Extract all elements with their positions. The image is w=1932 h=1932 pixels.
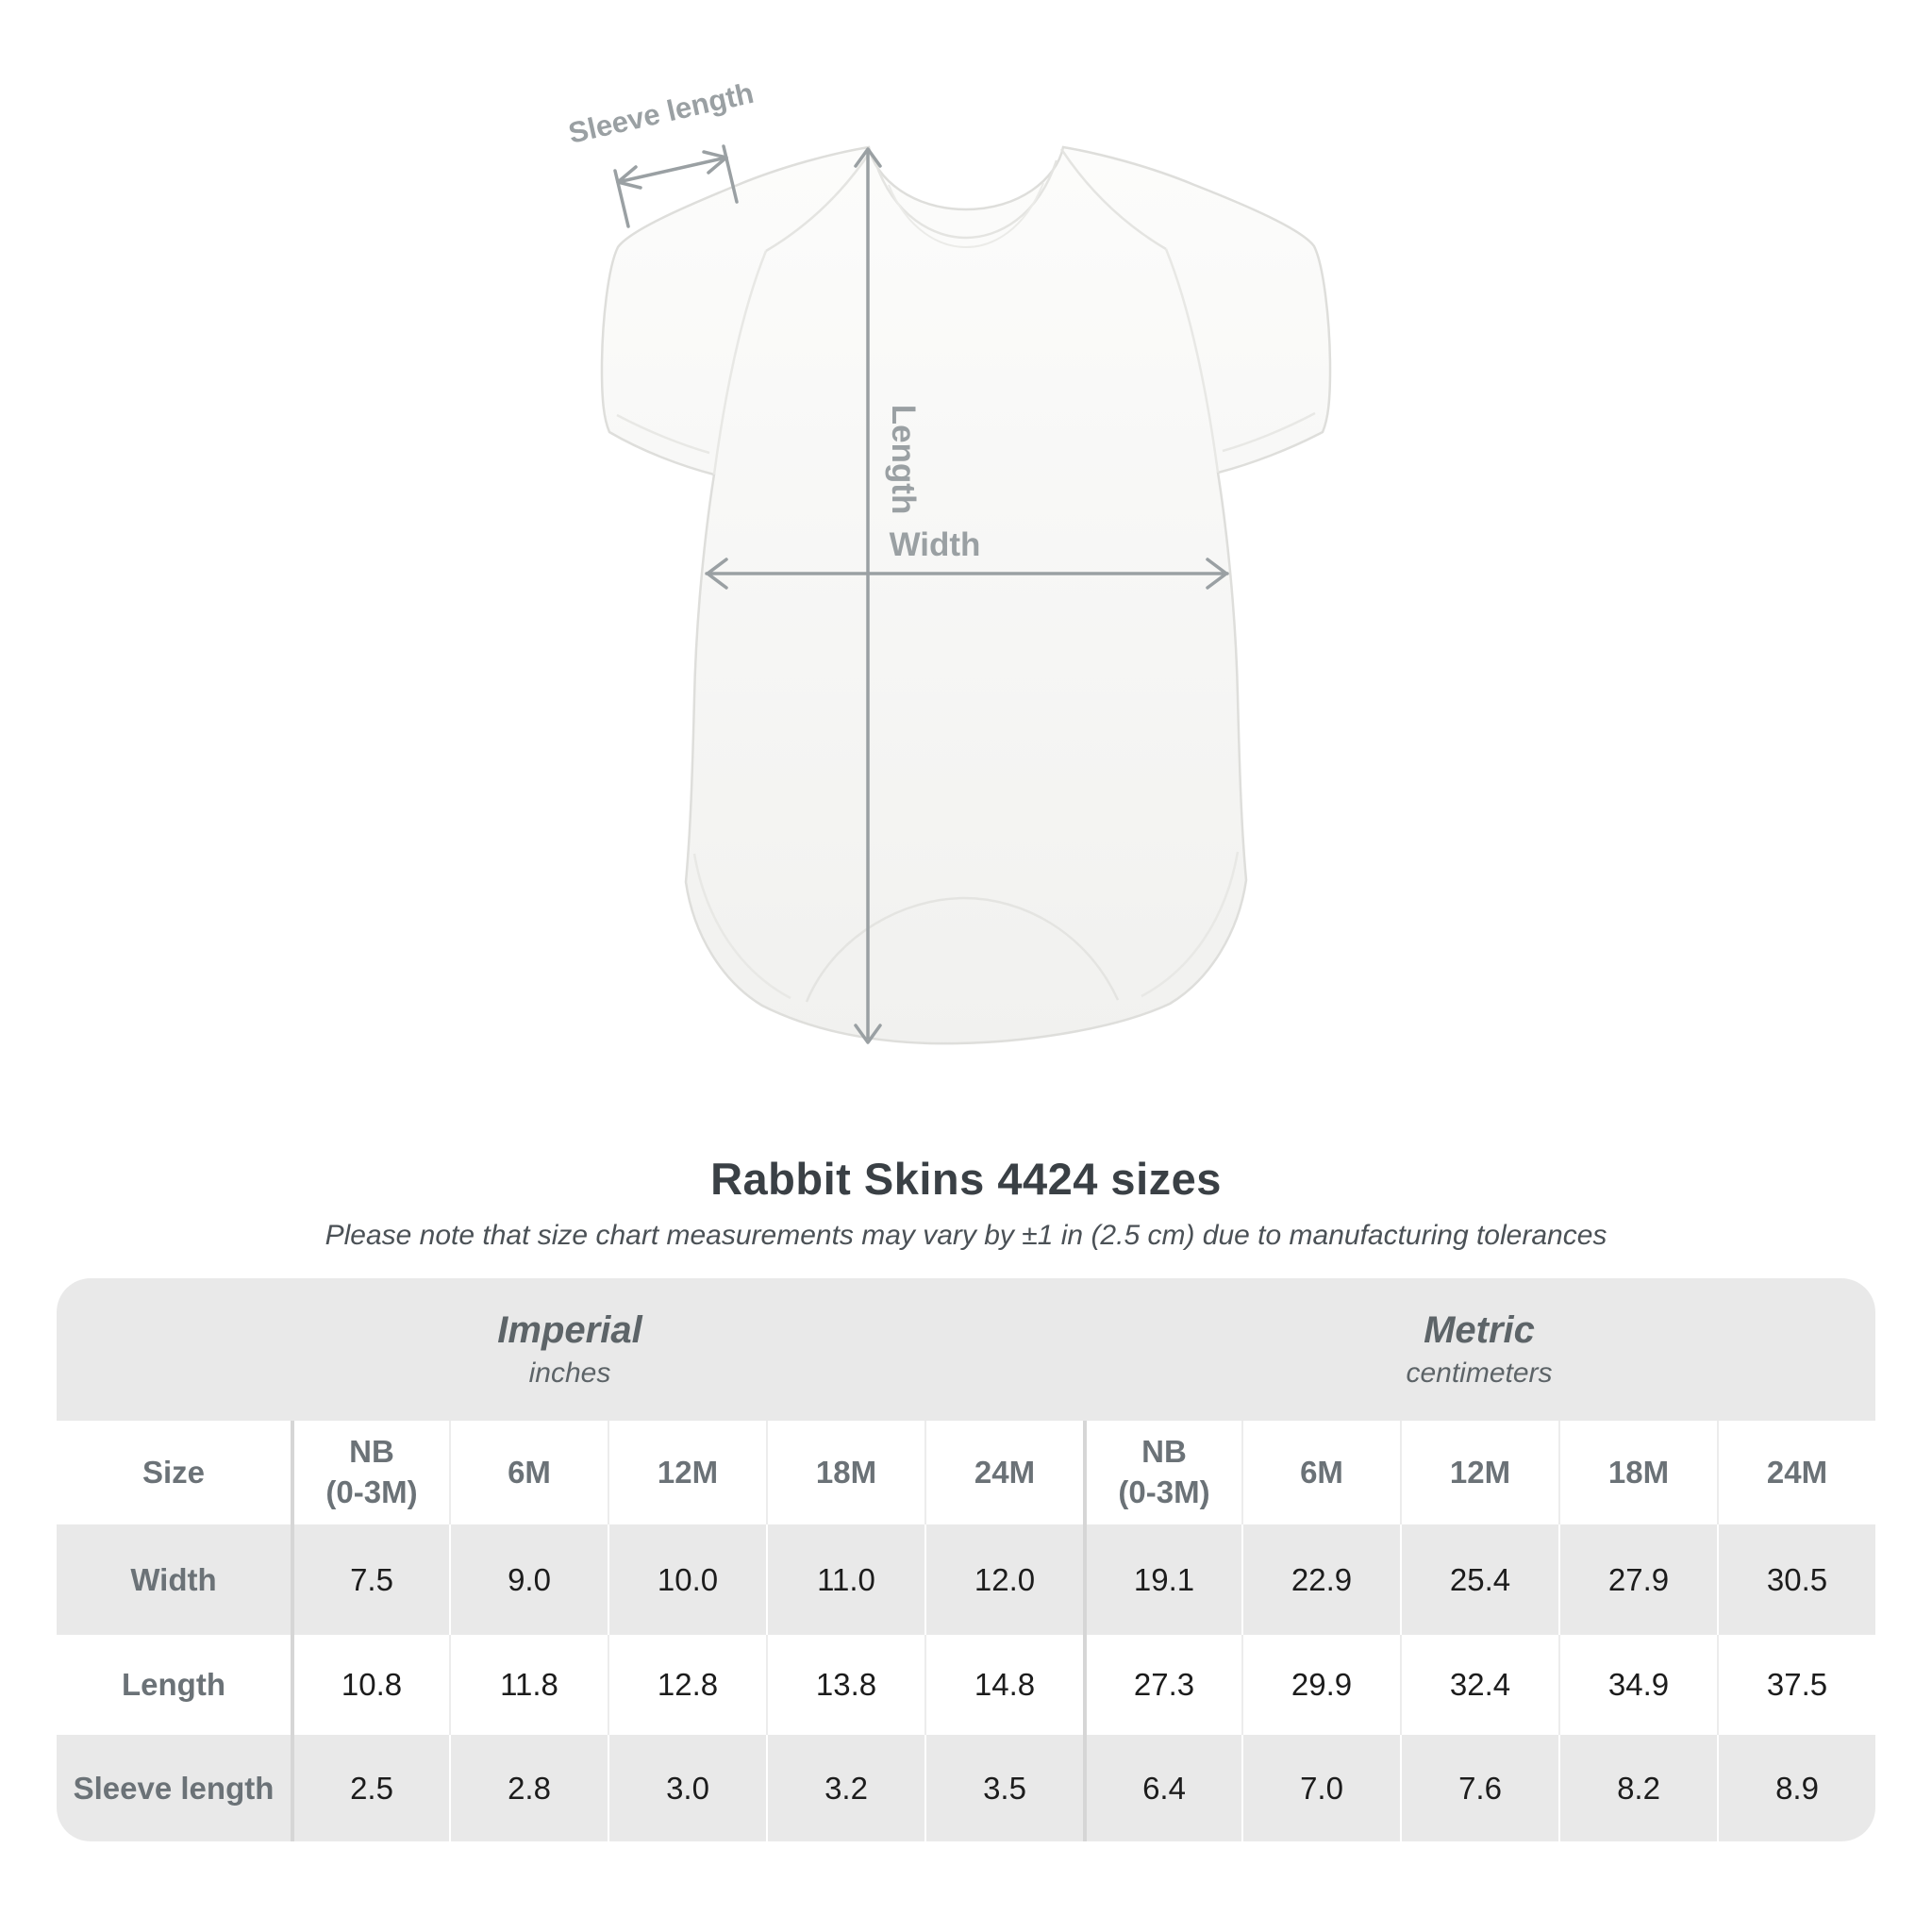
table-cell: 14.8 bbox=[924, 1635, 1083, 1735]
table-cell: 30.5 bbox=[1717, 1524, 1875, 1635]
sleeve-length-label: Sleeve length bbox=[565, 75, 758, 150]
table-cell: 7.5 bbox=[291, 1524, 449, 1635]
imperial-label: Imperial bbox=[497, 1309, 642, 1351]
table-cell: 2.8 bbox=[449, 1735, 608, 1841]
imperial-section-header bbox=[57, 1278, 1083, 1421]
table-cell: 12.8 bbox=[608, 1635, 766, 1735]
table-cell: 37.5 bbox=[1717, 1635, 1875, 1735]
tolerance-note: Please note that size chart measurements may vary by ±1 in (2.5 cm) due to manufacturing tolerances bbox=[325, 1220, 1607, 1251]
table-cell: 29.9 bbox=[1241, 1635, 1400, 1735]
size-table bbox=[57, 1278, 1875, 1841]
column-header: 12M bbox=[1400, 1421, 1558, 1524]
metric-label: Metric bbox=[1424, 1309, 1535, 1351]
table-cell: 8.9 bbox=[1717, 1735, 1875, 1841]
corner-header: Size bbox=[142, 1454, 206, 1490]
table-cell: 3.5 bbox=[924, 1735, 1083, 1841]
table-cell: 3.2 bbox=[766, 1735, 924, 1841]
table-cell: 25.4 bbox=[1400, 1524, 1558, 1635]
table-row-width bbox=[57, 1524, 1875, 1635]
table-cell: 11.0 bbox=[766, 1524, 924, 1635]
column-header: 18M bbox=[766, 1421, 924, 1524]
metric-unit: centimeters bbox=[1406, 1357, 1553, 1389]
table-cell: 13.8 bbox=[766, 1635, 924, 1735]
table-cell: 22.9 bbox=[1241, 1524, 1400, 1635]
unit-band bbox=[57, 1278, 1875, 1421]
width-label: Width bbox=[889, 526, 981, 563]
row-label: Width bbox=[130, 1561, 217, 1597]
table-cell: 11.8 bbox=[449, 1635, 608, 1735]
column-header: 6M bbox=[1241, 1421, 1400, 1524]
table-cell: 32.4 bbox=[1400, 1635, 1558, 1735]
table-cell: 2.5 bbox=[291, 1735, 449, 1841]
table-cell: 34.9 bbox=[1558, 1635, 1717, 1735]
table-row-sleeve-length bbox=[57, 1735, 1875, 1841]
column-header: NB (0-3M) bbox=[1083, 1421, 1241, 1524]
table-cell: 6.4 bbox=[1083, 1735, 1241, 1841]
table-cell: 27.3 bbox=[1083, 1635, 1241, 1735]
bodysuit-shape bbox=[602, 147, 1330, 1043]
table-cell: 27.9 bbox=[1558, 1524, 1717, 1635]
table-cell: 7.0 bbox=[1241, 1735, 1400, 1841]
table-cell: 10.8 bbox=[291, 1635, 449, 1735]
column-header: 18M bbox=[1558, 1421, 1717, 1524]
imperial-unit: inches bbox=[528, 1357, 611, 1389]
table-cell: 10.0 bbox=[608, 1524, 766, 1635]
row-label: Length bbox=[122, 1667, 225, 1702]
column-header-row bbox=[57, 1421, 1875, 1524]
metric-section-header bbox=[1083, 1278, 1875, 1421]
table-cell: 3.0 bbox=[608, 1735, 766, 1841]
table-cell: 7.6 bbox=[1400, 1735, 1558, 1841]
table-cell: 9.0 bbox=[449, 1524, 608, 1635]
table-row-length bbox=[57, 1635, 1875, 1735]
row-label: Sleeve length bbox=[73, 1770, 275, 1806]
length-label: Length bbox=[885, 404, 922, 515]
table-cell: 8.2 bbox=[1558, 1735, 1717, 1841]
column-header: 24M bbox=[1717, 1421, 1875, 1524]
table-cell: 12.0 bbox=[924, 1524, 1083, 1635]
column-header: NB (0-3M) bbox=[291, 1421, 449, 1524]
table-cell: 19.1 bbox=[1083, 1524, 1241, 1635]
page-title: Rabbit Skins 4424 sizes bbox=[710, 1154, 1222, 1204]
column-header: 6M bbox=[449, 1421, 608, 1524]
column-header: 24M bbox=[924, 1421, 1083, 1524]
column-header: 12M bbox=[608, 1421, 766, 1524]
